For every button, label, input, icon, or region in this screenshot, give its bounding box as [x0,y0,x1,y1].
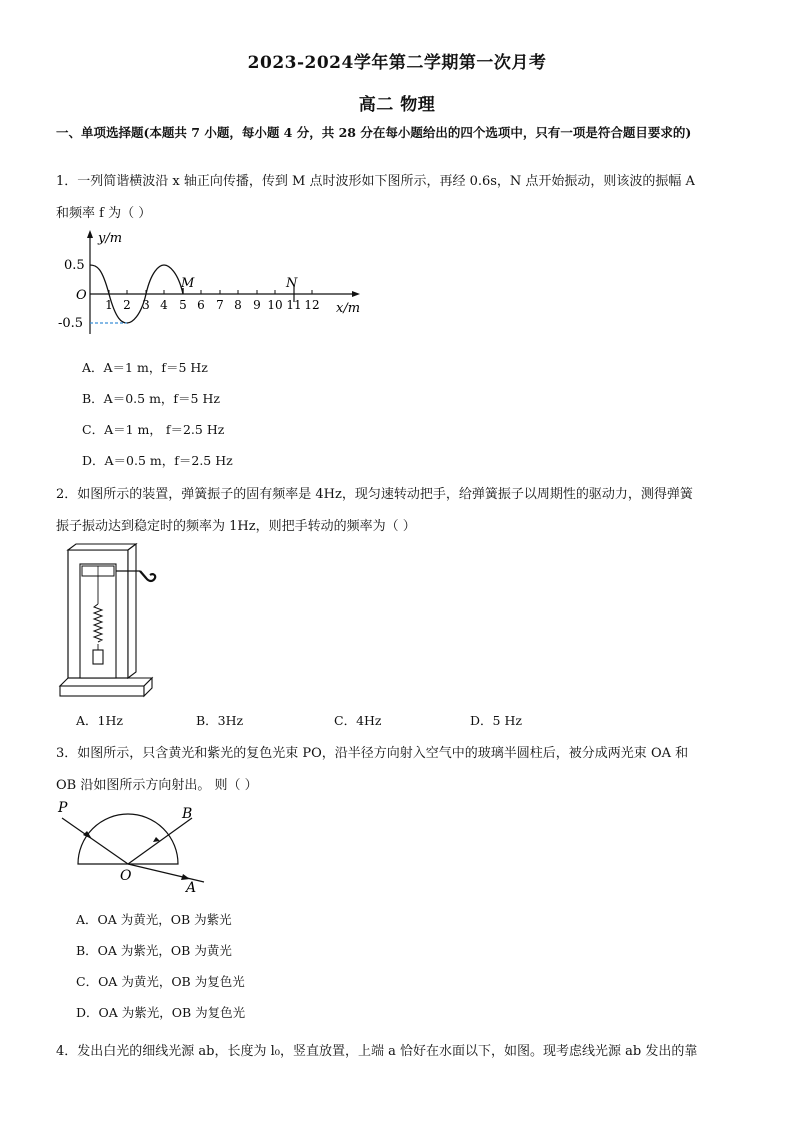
section-heading: 一、单项选择题(本题共 7 小题，每小题 4 分，共 28 分在每小题给出的四个选项中，只有一项是符合题目要求的) [56,125,692,140]
q1-option-a: A．A＝1 m，f＝5 Hz [82,360,208,375]
q3-option-c: C．OA 为黄光，OB 为复色光 [76,974,245,989]
q3-option-b: B．OA 为紫光，OB 为黄光 [76,943,232,958]
tick-label-6: 6 [197,298,205,312]
oscillator-weight [93,650,103,664]
q2-stem-line2: 振子振动达到稳定时的频率为 1Hz，则把手转动的频率为（ ） [56,519,416,534]
q2-option-b: B．3Hz [196,713,244,728]
q2-option-c: C．4Hz [334,713,382,728]
tick-label-2: 2 [123,298,131,312]
q1-option-c: C．A＝1 m， f＝2.5 Hz [82,422,225,437]
apparatus-base-front [60,686,144,696]
exam-subtitle: 高二 物理 [358,95,436,115]
point-n-label: N [286,276,298,291]
q2-option-d: D．5 Hz [470,713,522,728]
q3-stem-line1: 3．如图所示，只含黄光和紫光的复色光束 PO，沿半径方向射入空气中的玻璃半圆柱后，被分成两光束 OA 和 [56,746,689,761]
q3-stem-line2: OB 沿如图所示方向射出。 则（ ） [56,778,258,793]
q2-stem-line1: 2．如图所示的装置，弹簧振子的固有频率是 4Hz，现匀速转动把手，给弹簧振子以周期性的驱动力，测得弹簧 [56,487,693,502]
tick-label-7: 7 [216,298,224,312]
tick-label-1: 1 [105,298,113,312]
q2-option-a: A．1Hz [76,713,123,728]
crank-handle [140,571,155,581]
exam-title: 2023-2024学年第二学期第一次月考 [247,53,547,73]
tick-label-5: 5 [179,298,187,312]
tick-label-3: 3 [142,298,150,312]
point-o-label: O [120,868,132,884]
x-axis-arrow [352,291,360,297]
point-p-label: P [58,800,68,816]
q1-stem-line2: 和频率 f 为（ ） [56,206,152,221]
y-pos-label: 0.5 [64,258,85,273]
q3-option-a: A．OA 为黄光，OB 为紫光 [76,912,232,927]
point-b-label: B [182,806,193,822]
tick-label-10: 10 [267,298,283,312]
y-neg-label: -0.5 [58,316,84,331]
tick-label-4: 4 [160,298,168,312]
point-m-label: M [181,276,195,291]
q3-option-d: D．OA 为紫光，OB 为复色光 [76,1005,246,1020]
tick-label-9: 9 [253,298,261,312]
q1-option-b: B．A＝0.5 m，f＝5 Hz [82,391,220,406]
q1-stem-line1: 1．一列简谐横波沿 x 轴正向传播，传到 M 点时波形如下图所示，再经 0.6s，N 点开始振动，则该波的振幅 A [56,174,695,189]
y-axis-arrow [87,230,93,238]
apparatus-base-top [60,678,152,686]
origin-label: O [76,288,87,303]
q2-spring-apparatus-figure [56,540,166,700]
x-axis-label: x/m [336,301,361,316]
tick-label-8: 8 [234,298,242,312]
point-a-label: A [186,880,197,896]
q4-stem-line1: 4．发出白光的细线光源 ab，长度为 l₀，竖直放置，上端 a 恰好在水面以下，如图。现考虑线光源 ab 发出的靠 [56,1044,698,1059]
tick-label-12: 12 [304,298,320,312]
y-axis-label: y/m [98,231,123,246]
q1-option-d: D．A＝0.5 m，f＝2.5 Hz [82,453,233,468]
q3-semicylinder-figure [56,800,216,896]
tick-label-11: 11 [286,298,302,312]
q1-wave-figure [56,226,366,338]
